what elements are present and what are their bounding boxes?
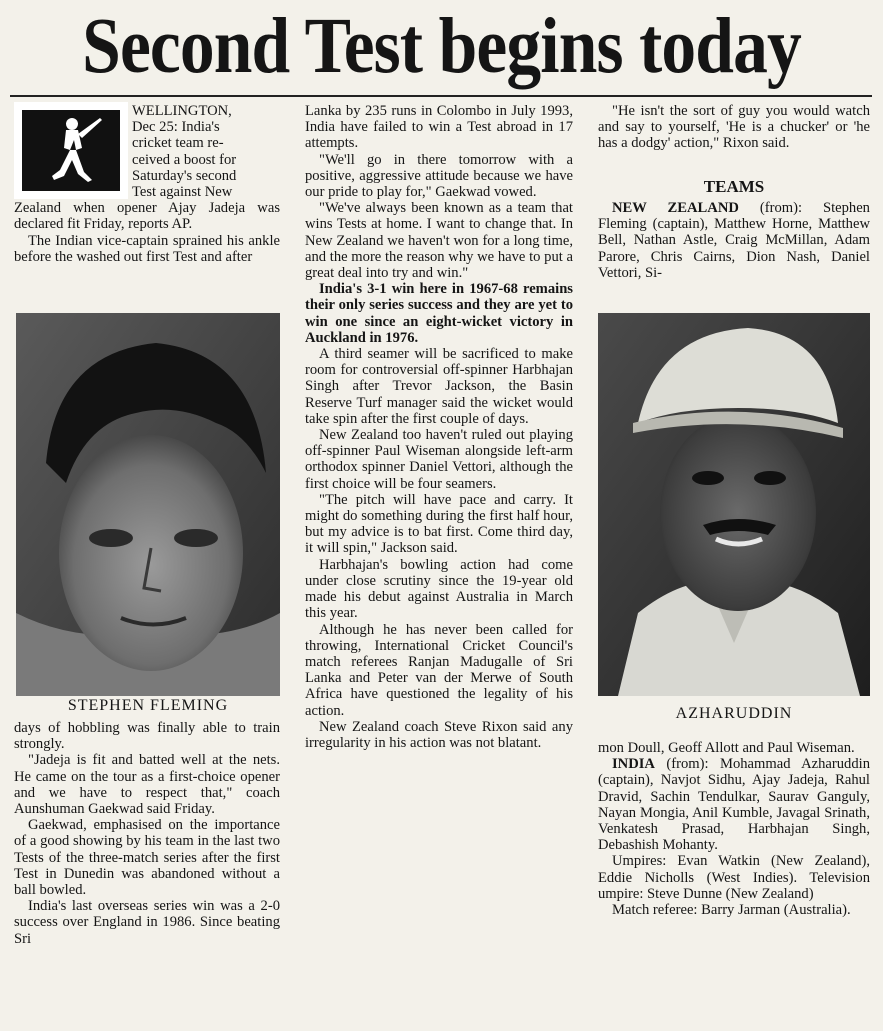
paragraph-chucker-quote: "He isn't the sort of guy you would watch and say to yourself, 'He is a chucker' or 'he has a dodgy' action," Rixon said. xyxy=(598,103,870,152)
india-list: (from): Mohammad Azharuddin (captain), Navjot Sidhu, Ajay Jadeja, Rahul Dravid, Sachin Tendulkar, Saurav Ganguly, Nayan Mongia, Anil Kumble, Javagal Srinath, Venkatesh Prasad, Harbhajan Singh, Debashish Mohanty. xyxy=(598,756,870,854)
paragraph-tomorrow: "We'll go in there tomorrow with a positive, aggressive attitude because we have our pride to play for," Gaekwad vowed. xyxy=(305,151,573,201)
column-2 xyxy=(305,103,573,751)
stephen-fleming-photo xyxy=(16,313,280,696)
paragraph-pitch-quote: "The pitch will have pace and carry. It might do something during the first half hour, but my advice is to bat first. Come third day, it will spin," Jackson said. xyxy=(305,491,573,557)
paragraph-ankle: The Indian vice-captain sprained his ankle before the washed out first Test and after xyxy=(14,232,280,265)
headline: Second Test begins today xyxy=(82,3,801,90)
column-1-top xyxy=(14,103,280,265)
column-3-bottom xyxy=(598,740,870,918)
caption-azharuddin: AZHARUDDIN xyxy=(675,705,793,722)
paragraph-third-seamer: A third seamer will be sacrificed to make room for controversial off-spinner Harbhajan Singh after Trevor Jackson, the Basin Reserve Turf manager said the wicket would take spin after the first couple of days. xyxy=(305,346,573,427)
paragraph-umpires: Umpires: Evan Watkin (New Zealand), Eddie Nicholls (West Indies). Television umpire: Steve Dunne (New Zealand) xyxy=(598,853,870,902)
dateline: WELLINGTON, xyxy=(132,103,232,119)
paragraph-overseas-win: India's last overseas series win was a 2-0 success over England in 1986. Since beating Sri xyxy=(14,898,280,947)
lead-line-3: ceived a boost for xyxy=(132,151,237,168)
paragraph-wiseman: New Zealand too haven't ruled out playing off-spinner Paul Wiseman alongside left-arm orthodox spinner Daniel Vettori, although the first choice will be four seamers. xyxy=(305,427,573,492)
paragraph-series-record: India's 3-1 win here in 1967-68 remains their only series success and they are yet to win one since an eight-wicket victory in Auckland in 1976. xyxy=(305,281,573,346)
paragraph-never-called: Although he has never been called for throwing, International Cricket Council's match referees Ranjan Madugalle of Sri Lanka and Peter van der Merwe of South Africa have questioned the legality of his action. xyxy=(305,621,573,719)
caption-stephen-fleming: STEPHEN FLEMING xyxy=(67,697,229,714)
paragraph-ankle-cont: days of hobbling was finally able to train strongly. xyxy=(14,720,280,753)
paragraph-overseas-cont: Lanka by 235 runs in Colombo in July 1993, India have failed to win a Test abroad in 17 attempts. xyxy=(305,103,573,152)
lead-line-1: Dec 25: India's xyxy=(132,119,220,136)
nz-list-cont: mon Doull, Geoff Allott and Paul Wiseman. xyxy=(598,740,855,756)
lead-paragraph-rest: Zealand when opener Ajay Jadeja was declared fit Friday, reports AP. xyxy=(14,200,280,233)
nz-squad xyxy=(598,200,870,281)
paragraph-jadeja-fit: "Jadeja is fit and batted well at the nets. He came on the tour as a first-choice opener and we have to respect that," coach Aunshuman Gaekwad said Friday. xyxy=(14,752,280,818)
paragraph-tests-at-home: "We've always been known as a team that wins Tests at home. I want to change that. In New Zealand we haven't won for a long time, and the more the reason why we have to put a great deal into try and win." xyxy=(305,200,573,282)
teams-heading: TEAMS xyxy=(703,177,765,196)
lead-line-5: Test against New xyxy=(132,184,233,201)
headline-rule xyxy=(10,95,872,97)
column-1-bottom xyxy=(14,720,280,947)
paragraph-gaekwad-emphasis: Gaekwad, emphasised on the importance of a good showing by his team in the last two Tests of the three-match series after the first Test in Dunedin was abandoned without a ball bowled. xyxy=(14,817,280,899)
lead-line-4: Saturday's second xyxy=(132,167,237,184)
india-label: INDIA xyxy=(612,756,655,773)
nz-list: (from): Stephen Fleming (captain), Matthew Horne, Matthew Bell, Nathan Astle, Craig McMillan, Adam Parore, Chris Cairns, Dion Nash, Daniel Vettori, Si- xyxy=(598,200,870,281)
nz-label: NEW ZEALAND xyxy=(612,200,739,216)
azharuddin-photo xyxy=(598,313,870,696)
paragraph-rixon: New Zealand coach Steve Rixon said any irregularity in his action was not blatant. xyxy=(305,718,573,751)
paragraph-referee: Match referee: Barry Jarman (Australia). xyxy=(612,902,851,919)
column-3-top xyxy=(598,103,870,152)
lead-line-2: cricket team re- xyxy=(132,135,224,152)
paragraph-harbhajan-action: Harbhajan's bowling action had come under close scrutiny since the 19-year old made his debut against Australia in March this year. xyxy=(305,556,573,622)
